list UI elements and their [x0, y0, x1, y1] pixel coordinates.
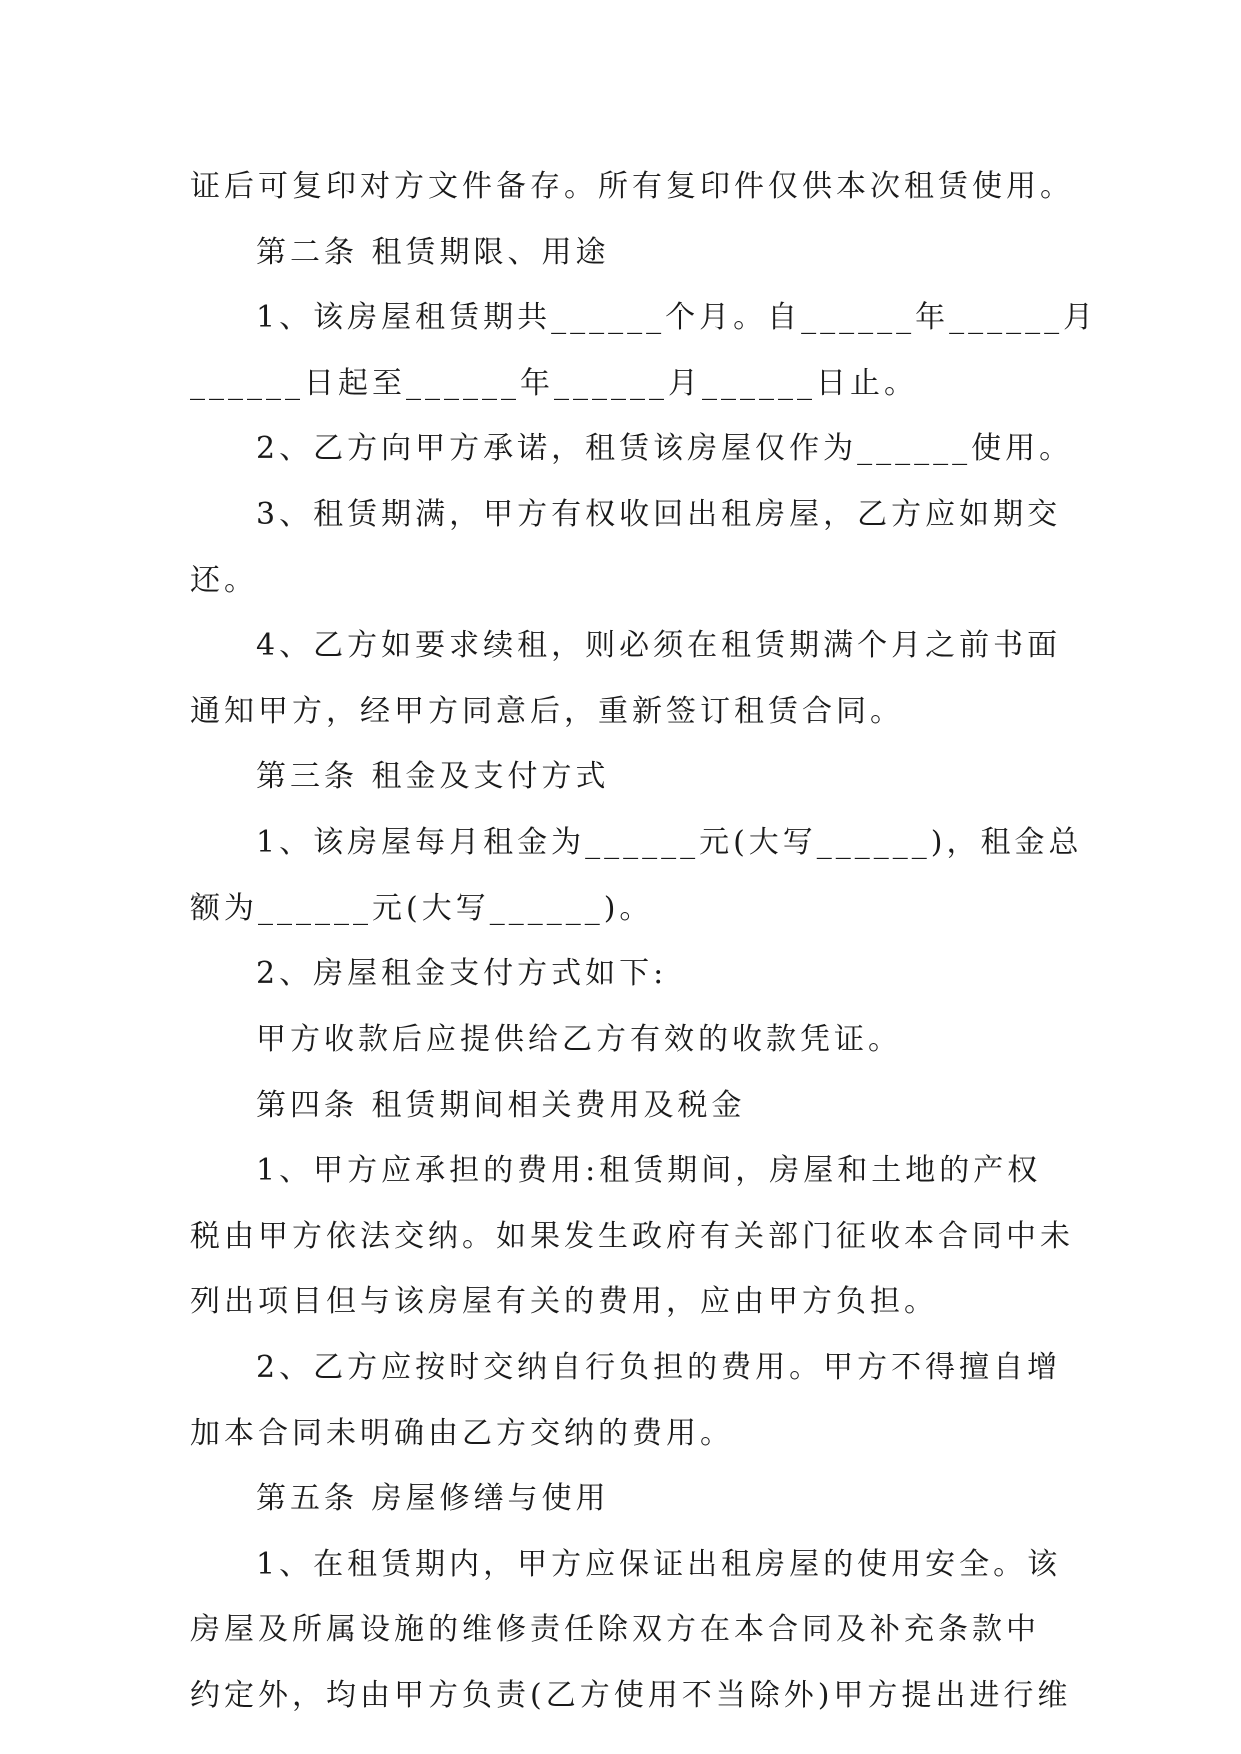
clause-5-1-line-1: 1、在租赁期内，甲方应保证出租房屋的使用安全。该 — [256, 1547, 1062, 1582]
clause-2-4-line-2: 通知甲方，经甲方同意后，重新签订租赁合同。 — [190, 694, 904, 729]
clause-2-1-line-2: ______日起至______年______月______日止。 — [190, 366, 918, 401]
clause-3-1-line-1: 1、该房屋每月租金为______元(大写______)，租金总 — [256, 825, 1083, 860]
clause-2-4-line-1: 4、乙方如要求续租，则必须在租赁期满个月之前书面 — [256, 628, 1062, 663]
paragraph-continuation: 证后可复印对方文件备存。所有复印件仅供本次租赁使用。 — [190, 169, 1074, 204]
clause-4-2-line-2: 加本合同未明确由乙方交纳的费用。 — [190, 1416, 734, 1451]
clause-2-3-line-2: 还。 — [190, 563, 258, 598]
clause-4-1-line-3: 列出项目但与该房屋有关的费用，应由甲方负担。 — [190, 1284, 938, 1319]
article-2-heading: 第二条 租赁期限、用途 — [256, 235, 610, 270]
clause-4-1-line-1: 1、甲方应承担的费用:租赁期间，房屋和土地的产权 — [256, 1153, 1042, 1188]
article-4-heading: 第四条 租赁期间相关费用及税金 — [256, 1088, 746, 1123]
clause-2-1-line-1: 1、该房屋租赁期共______个月。自______年______月 — [256, 300, 1098, 335]
clause-2-2: 2、乙方向甲方承诺，租赁该房屋仅作为______使用。 — [256, 431, 1074, 466]
clause-5-1-line-2: 房屋及所属设施的维修责任除双方在本合同及补充条款中 — [190, 1612, 1040, 1647]
clause-5-1-line-3: 约定外，均由甲方负责(乙方使用不当除外)甲方提出进行维 — [190, 1678, 1072, 1713]
clause-3-1-line-2: 额为______元(大写______)。 — [190, 891, 654, 926]
clause-3-2: 2、房屋租金支付方式如下: — [256, 956, 668, 991]
article-3-heading: 第三条 租金及支付方式 — [256, 759, 610, 794]
clause-3-2-note: 甲方收款后应提供给乙方有效的收款凭证。 — [256, 1022, 902, 1057]
clause-4-1-line-2: 税由甲方依法交纳。如果发生政府有关部门征收本合同中未 — [190, 1219, 1074, 1254]
clause-2-3-line-1: 3、租赁期满，甲方有权收回出租房屋，乙方应如期交 — [256, 497, 1062, 532]
article-5-heading: 第五条 房屋修缮与使用 — [256, 1481, 610, 1516]
clause-4-2-line-1: 2、乙方应按时交纳自行负担的费用。甲方不得擅自增 — [256, 1350, 1062, 1385]
